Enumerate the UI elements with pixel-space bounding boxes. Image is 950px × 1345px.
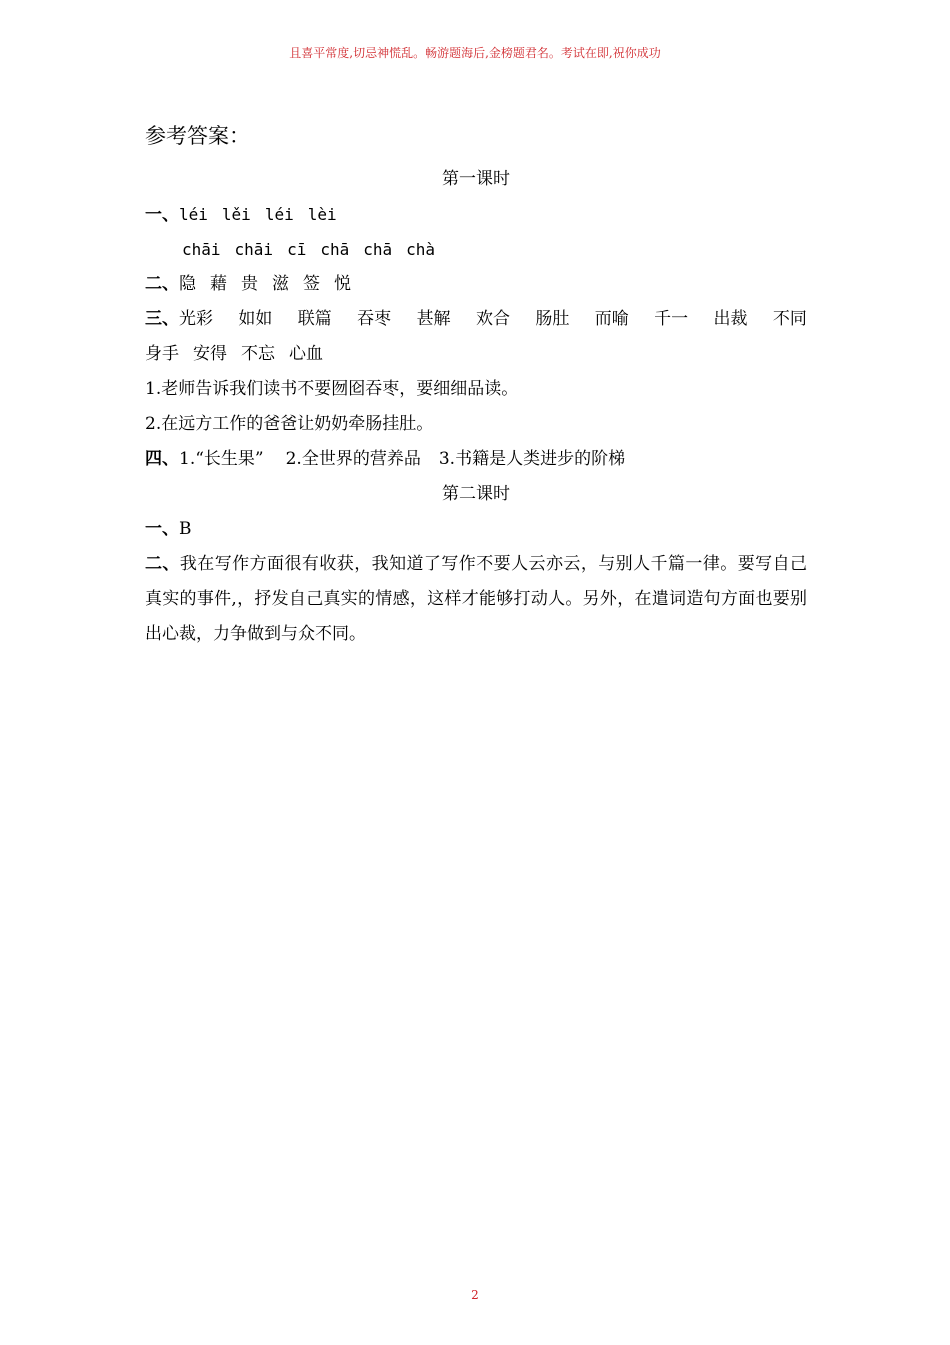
q4-number: 四、 [145, 449, 179, 469]
pinyin-item: chāi [234, 240, 274, 259]
answer-item: 2.全世界的营养品 [285, 449, 421, 469]
word-item: 出裁 [713, 309, 748, 329]
l2-q2-paragraph [145, 547, 807, 652]
q3-row1 [145, 302, 807, 337]
word-item: 光彩 [179, 309, 213, 329]
word-item: 吞枣 [357, 309, 392, 329]
q1-row1 [145, 197, 807, 232]
word-item: 安得 [193, 344, 227, 364]
word-item: 如如 [238, 309, 273, 329]
q1-row2 [145, 232, 807, 267]
word-item: 身手 [145, 344, 179, 364]
q4-row [145, 442, 807, 477]
lesson2-title: 第二课时 [442, 484, 510, 504]
pinyin-item: chā [320, 240, 350, 259]
char-item: 滋 [272, 274, 289, 294]
q3-row2 [145, 337, 807, 372]
char-item: 隐 [179, 274, 196, 294]
l2-q1-row [145, 512, 807, 547]
char-item: 悦 [334, 274, 351, 294]
pinyin-item: léi [179, 205, 208, 224]
q2-number: 二、 [145, 274, 179, 294]
answer-item: 1.“长生果” [179, 449, 264, 469]
answer-page [145, 120, 807, 652]
pinyin-item: lèi [307, 205, 337, 224]
header-motto: 且喜平常度,切忌神慌乱。畅游题海后,金榜题君名。考试在即,祝你成功 [289, 46, 661, 60]
char-item: 签 [303, 274, 320, 294]
page-number: 2 [471, 1288, 479, 1302]
l2-q1-number: 一、 [145, 519, 179, 539]
page-heading: 参考答案： [145, 124, 250, 148]
word-item: 联篇 [297, 309, 332, 329]
answer-item: 3.书籍是人类进步的阶梯 [438, 449, 626, 469]
q3-first [145, 302, 213, 337]
word-item: 甚解 [416, 309, 451, 329]
pinyin-item: chà [406, 240, 436, 259]
char-item: 藉 [210, 274, 227, 294]
pinyin-item: cī [287, 240, 307, 259]
char-item: 贵 [241, 274, 258, 294]
lesson1-title: 第一课时 [442, 169, 510, 189]
word-item: 肠肚 [535, 309, 570, 329]
word-item: 不同 [772, 309, 807, 329]
pinyin-item: léi [264, 205, 294, 224]
word-item: 千一 [654, 309, 689, 329]
pinyin-item: lěi [221, 205, 251, 224]
word-item: 不忘 [241, 344, 275, 364]
word-item: 欢合 [475, 309, 510, 329]
answer-item: B [179, 519, 192, 539]
l2-q2-number: 二、 [145, 554, 180, 574]
pinyin-item: chāi [182, 240, 221, 259]
pinyin-item: chā [363, 240, 393, 259]
q2-row [145, 267, 807, 302]
q3-sentence2: 2.在远方工作的爸爸让奶奶牵肠挂肚。 [145, 414, 434, 434]
q3-sentence1: 1.老师告诉我们读书不要囫囵吞枣，要细细品读。 [145, 379, 519, 399]
q3-number: 三、 [145, 309, 179, 329]
word-item: 心血 [289, 344, 323, 364]
l2-q2-text: 我在写作方面很有收获，我知道了写作不要人云亦云，与别人千篇一律。要写自己真实的事件,，抒发自己真实的情感，这样才能够打动人。另外，在遣词造句方面也要别出心裁，力争做到与众不同。 [145, 554, 808, 644]
word-item: 而喻 [594, 309, 629, 329]
q1-number: 一、 [145, 205, 179, 225]
